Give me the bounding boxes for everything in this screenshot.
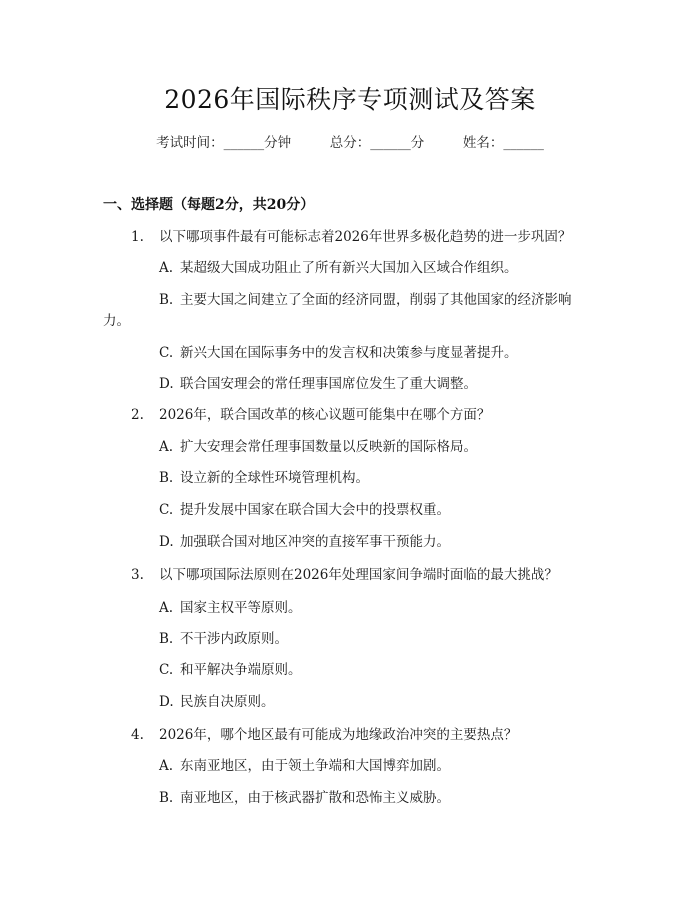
question-number: 3. — [131, 567, 144, 583]
option-1d — [159, 372, 477, 392]
name-blank: ______ — [503, 135, 544, 151]
option-text: 东南亚地区，由于领土争端和大国博弈加剧。 — [180, 758, 450, 774]
option-text: 扩大安理会常任理事国数量以反映新的国际格局。 — [180, 439, 477, 455]
score-blank: ______ — [370, 135, 411, 151]
option-4a — [159, 754, 450, 774]
option-1b — [159, 288, 572, 308]
option-2d — [159, 530, 450, 550]
question-text: 2026年，联合国改革的核心议题可能集中在哪个方面？ — [159, 407, 491, 423]
option-letter: D. — [159, 534, 174, 550]
option-text: 南亚地区，由于核武器扩散和恐怖主义威胁。 — [180, 790, 450, 806]
option-3a — [159, 596, 302, 616]
score-unit: 分 — [410, 135, 425, 151]
option-text: 民族自决原则。 — [180, 694, 275, 710]
option-1a — [159, 256, 518, 276]
option-text: 某超级大国成功阻止了所有新兴大国加入区域合作组织。 — [180, 260, 518, 276]
question-number: 1. — [131, 229, 144, 245]
option-3d — [159, 690, 275, 710]
option-text: 提升发展中国家在联合国大会中的投票权重。 — [180, 502, 450, 518]
option-2b — [159, 466, 369, 486]
time-blank: ______ — [223, 135, 265, 151]
option-4b — [159, 786, 450, 806]
option-letter: B. — [159, 292, 174, 308]
question-2 — [131, 403, 490, 423]
option-text: 主要大国之间建立了全面的经济同盟，削弱了其他国家的经济影响 — [180, 292, 572, 308]
question-number: 2. — [131, 407, 144, 423]
name-label: 姓名： — [462, 135, 504, 151]
question-text: 以下哪项事件最有可能标志着2026年世界多极化趋势的进一步巩固？ — [159, 229, 572, 245]
option-3c — [159, 658, 302, 678]
score-label: 总分： — [329, 135, 371, 151]
option-text: 加强联合国对地区冲突的直接军事干预能力。 — [180, 534, 450, 550]
option-1c — [159, 341, 518, 361]
option-3b — [159, 627, 288, 647]
option-letter: A. — [159, 439, 174, 455]
question-text: 2026年，哪个地区最有可能成为地缘政治冲突的主要热点？ — [159, 727, 518, 743]
option-letter: A. — [159, 600, 174, 616]
time-unit: 分钟 — [264, 135, 292, 151]
option-letter: A. — [159, 758, 174, 774]
option-letter: C. — [159, 662, 174, 678]
option-text: 国家主权平等原则。 — [180, 600, 302, 616]
option-1b-continuation: 力。 — [103, 313, 130, 329]
option-letter: B. — [159, 790, 174, 806]
question-text: 以下哪项国际法原则在2026年处理国家间争端时面临的最大挑战？ — [159, 567, 558, 583]
option-2a — [159, 435, 477, 455]
option-letter: C. — [159, 502, 174, 518]
option-letter: B. — [159, 631, 174, 647]
question-4 — [131, 723, 517, 743]
section-heading: 一、选择题（每题2分，共20分） — [103, 197, 315, 213]
question-3 — [131, 563, 558, 583]
question-1 — [131, 225, 571, 245]
option-letter: C. — [159, 345, 174, 361]
option-text: 联合国安理会的常任理事国席位发生了重大调整。 — [180, 376, 477, 392]
option-text: 设立新的全球性环境管理机构。 — [180, 470, 369, 486]
option-letter: D. — [159, 376, 174, 392]
option-letter: D. — [159, 694, 174, 710]
option-text: 和平解决争端原则。 — [180, 662, 302, 678]
document-title: 2026年国际秩序专项测试及答案 — [164, 85, 536, 114]
exam-meta-line — [0, 131, 700, 151]
option-2c — [159, 498, 450, 518]
option-letter: A. — [159, 260, 174, 276]
option-text: 新兴大国在国际事务中的发言权和决策参与度显著提升。 — [180, 345, 518, 361]
option-letter: B. — [159, 470, 174, 486]
option-text: 不干涉内政原则。 — [180, 631, 288, 647]
question-number: 4. — [131, 727, 144, 743]
time-label: 考试时间： — [156, 135, 224, 151]
